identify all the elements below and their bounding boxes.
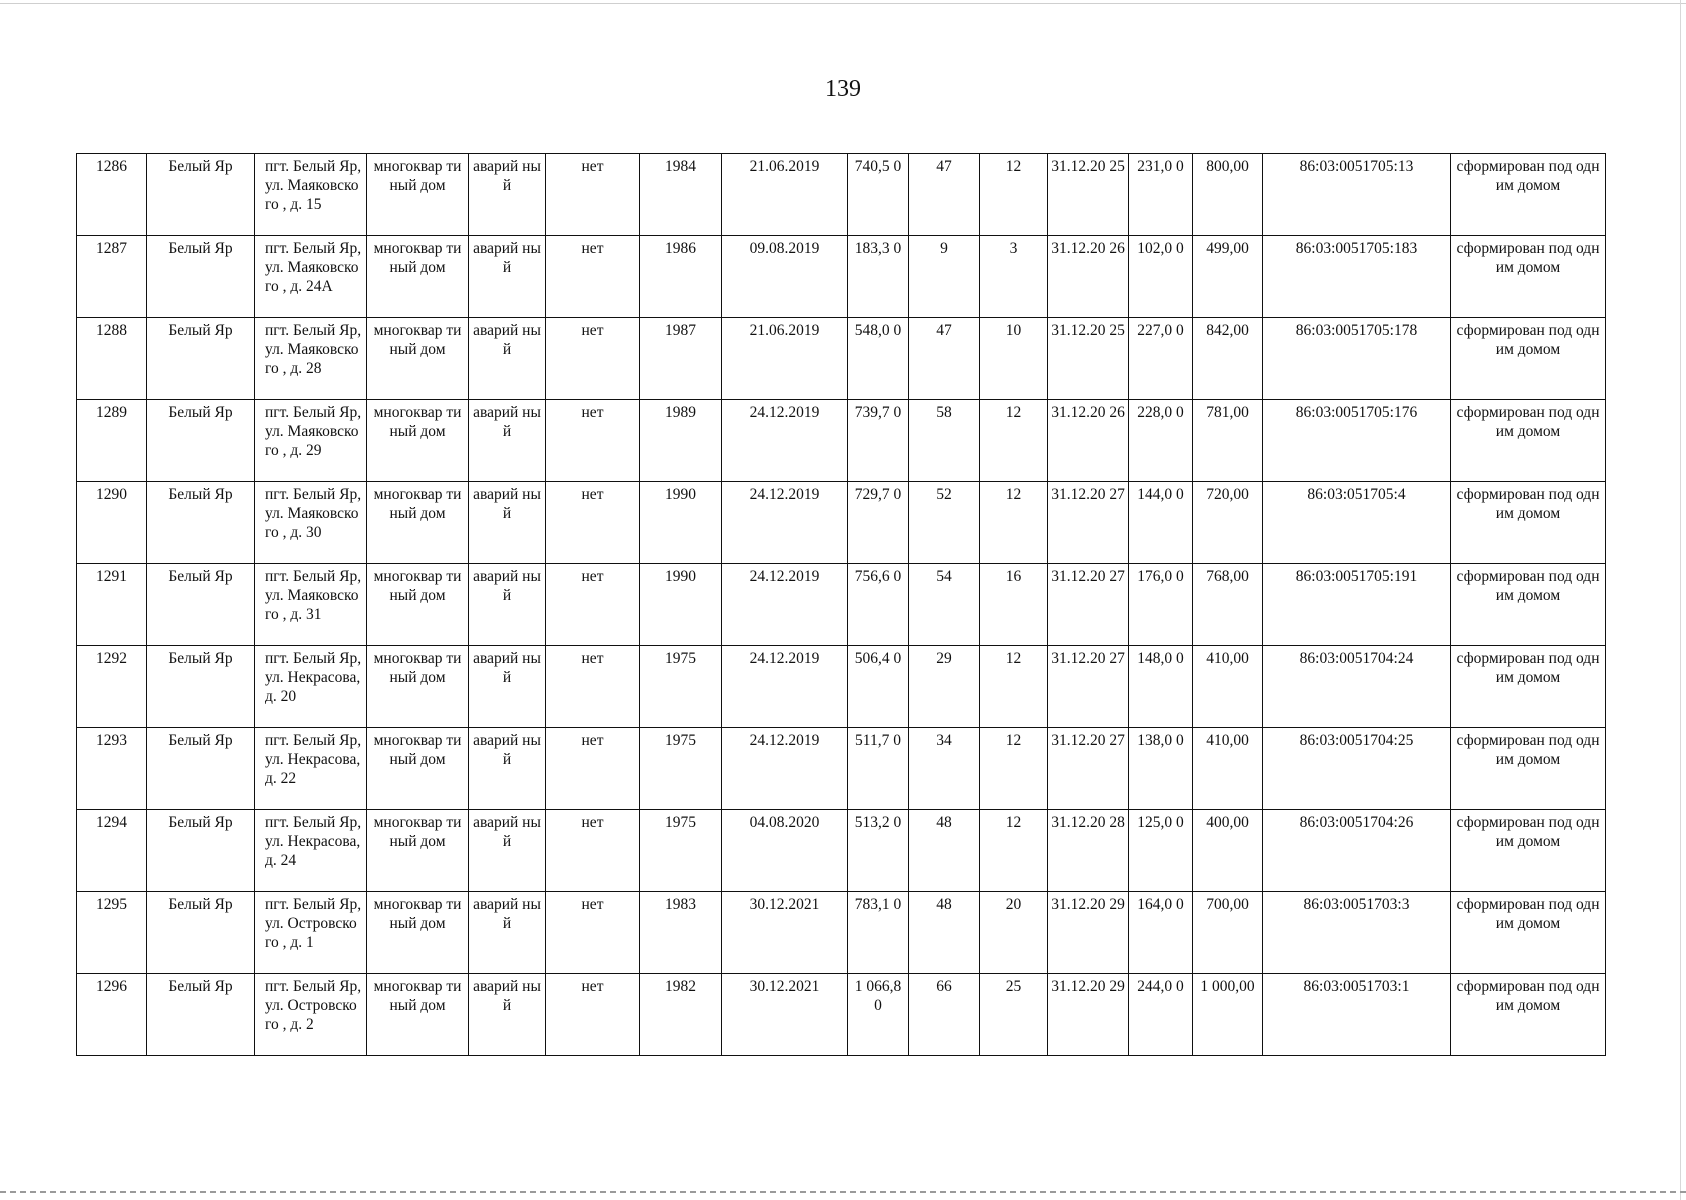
address-cell: пгт. Белый Яр, ул. Маяковского , д. 28 — [255, 318, 367, 400]
address-cell: пгт. Белый Яр, ул. Некрасова, д. 24 — [255, 810, 367, 892]
cadastral-number-cell: 86:03:0051705:183 — [1263, 236, 1451, 318]
value-1-cell: 227,0 0 — [1129, 318, 1193, 400]
cadastral-number-cell: 86:03:0051703:3 — [1263, 892, 1451, 974]
table-row — [77, 318, 1606, 400]
count-2-cell: 3 — [980, 236, 1048, 318]
land-status-cell: сформирован под одним домом — [1451, 646, 1606, 728]
flag-cell: нет — [546, 154, 640, 236]
cadastral-number-cell: 86:03:051705:4 — [1263, 482, 1451, 564]
land-status-cell: сформирован под одним домом — [1451, 974, 1606, 1056]
address-cell: пгт. Белый Яр, ул. Островского , д. 2 — [255, 974, 367, 1056]
recognition-date-cell: 09.08.2019 — [722, 236, 848, 318]
count-1-cell: 52 — [909, 482, 980, 564]
flag-cell: нет — [546, 974, 640, 1056]
count-2-cell: 12 — [980, 646, 1048, 728]
value-2-cell: 410,00 — [1193, 728, 1263, 810]
deadline-cell: 31.12.20 25 — [1048, 154, 1129, 236]
table-row — [77, 728, 1606, 810]
year-built-cell: 1983 — [640, 892, 722, 974]
land-status-cell: сформирован под одним домом — [1451, 482, 1606, 564]
year-built-cell: 1975 — [640, 810, 722, 892]
cadastral-number-cell: 86:03:0051705:176 — [1263, 400, 1451, 482]
value-2-cell: 700,00 — [1193, 892, 1263, 974]
count-1-cell: 9 — [909, 236, 980, 318]
record-number-cell: 1294 — [77, 810, 147, 892]
count-2-cell: 12 — [980, 482, 1048, 564]
flag-cell: нет — [546, 646, 640, 728]
condition-cell: аварий ный — [469, 892, 546, 974]
recognition-date-cell: 24.12.2019 — [722, 400, 848, 482]
count-2-cell: 12 — [980, 728, 1048, 810]
condition-cell: аварий ный — [469, 482, 546, 564]
value-2-cell: 400,00 — [1193, 810, 1263, 892]
cadastral-number-cell: 86:03:0051705:13 — [1263, 154, 1451, 236]
table-row — [77, 400, 1606, 482]
count-2-cell: 25 — [980, 974, 1048, 1056]
settlement-cell: Белый Яр — [147, 974, 255, 1056]
deadline-cell: 31.12.20 27 — [1048, 564, 1129, 646]
value-2-cell: 410,00 — [1193, 646, 1263, 728]
table-body — [77, 154, 1606, 1056]
record-number-cell: 1293 — [77, 728, 147, 810]
area-cell: 1 066,8 0 — [848, 974, 909, 1056]
condition-cell: аварий ный — [469, 974, 546, 1056]
scan-edge-bottom — [0, 1191, 1686, 1193]
address-cell: пгт. Белый Яр, ул. Островского , д. 1 — [255, 892, 367, 974]
scan-edge-right — [1680, 0, 1681, 1200]
settlement-cell: Белый Яр — [147, 564, 255, 646]
settlement-cell: Белый Яр — [147, 646, 255, 728]
address-cell: пгт. Белый Яр, ул. Маяковского , д. 24А — [255, 236, 367, 318]
value-2-cell: 781,00 — [1193, 400, 1263, 482]
value-1-cell: 176,0 0 — [1129, 564, 1193, 646]
scan-edge-top — [0, 3, 1686, 4]
building-type-cell: многоквар тиный дом — [367, 646, 469, 728]
value-1-cell: 164,0 0 — [1129, 892, 1193, 974]
settlement-cell: Белый Яр — [147, 728, 255, 810]
recognition-date-cell: 30.12.2021 — [722, 892, 848, 974]
settlement-cell: Белый Яр — [147, 236, 255, 318]
count-1-cell: 29 — [909, 646, 980, 728]
cadastral-number-cell: 86:03:0051704:26 — [1263, 810, 1451, 892]
count-1-cell: 66 — [909, 974, 980, 1056]
land-status-cell: сформирован под одним домом — [1451, 728, 1606, 810]
count-2-cell: 12 — [980, 154, 1048, 236]
building-type-cell: многоквар тиный дом — [367, 236, 469, 318]
condition-cell: аварий ный — [469, 728, 546, 810]
record-number-cell: 1286 — [77, 154, 147, 236]
land-status-cell: сформирован под одним домом — [1451, 318, 1606, 400]
value-2-cell: 499,00 — [1193, 236, 1263, 318]
table-row — [77, 154, 1606, 236]
count-2-cell: 12 — [980, 810, 1048, 892]
count-1-cell: 47 — [909, 318, 980, 400]
year-built-cell: 1986 — [640, 236, 722, 318]
table-row — [77, 646, 1606, 728]
count-1-cell: 48 — [909, 892, 980, 974]
land-status-cell: сформирован под одним домом — [1451, 810, 1606, 892]
value-2-cell: 768,00 — [1193, 564, 1263, 646]
deadline-cell: 31.12.20 29 — [1048, 892, 1129, 974]
cadastral-number-cell: 86:03:0051705:191 — [1263, 564, 1451, 646]
value-2-cell: 800,00 — [1193, 154, 1263, 236]
building-type-cell: многоквар тиный дом — [367, 810, 469, 892]
building-type-cell: многоквар тиный дом — [367, 892, 469, 974]
area-cell: 783,1 0 — [848, 892, 909, 974]
address-cell: пгт. Белый Яр, ул. Маяковского , д. 30 — [255, 482, 367, 564]
condition-cell: аварий ный — [469, 236, 546, 318]
year-built-cell: 1990 — [640, 482, 722, 564]
address-cell: пгт. Белый Яр, ул. Маяковского , д. 31 — [255, 564, 367, 646]
area-cell: 513,2 0 — [848, 810, 909, 892]
table-row — [77, 892, 1606, 974]
flag-cell: нет — [546, 400, 640, 482]
page-number: 139 — [825, 76, 861, 102]
area-cell: 506,4 0 — [848, 646, 909, 728]
deadline-cell: 31.12.20 29 — [1048, 974, 1129, 1056]
condition-cell: аварий ный — [469, 318, 546, 400]
cadastral-number-cell: 86:03:0051704:24 — [1263, 646, 1451, 728]
count-2-cell: 12 — [980, 400, 1048, 482]
flag-cell: нет — [546, 482, 640, 564]
count-1-cell: 58 — [909, 400, 980, 482]
count-1-cell: 54 — [909, 564, 980, 646]
count-1-cell: 48 — [909, 810, 980, 892]
deadline-cell: 31.12.20 25 — [1048, 318, 1129, 400]
flag-cell: нет — [546, 318, 640, 400]
year-built-cell: 1987 — [640, 318, 722, 400]
settlement-cell: Белый Яр — [147, 482, 255, 564]
value-2-cell: 842,00 — [1193, 318, 1263, 400]
count-2-cell: 16 — [980, 564, 1048, 646]
flag-cell: нет — [546, 236, 640, 318]
address-cell: пгт. Белый Яр, ул. Некрасова, д. 22 — [255, 728, 367, 810]
deadline-cell: 31.12.20 27 — [1048, 728, 1129, 810]
cadastral-number-cell: 86:03:0051705:178 — [1263, 318, 1451, 400]
value-1-cell: 231,0 0 — [1129, 154, 1193, 236]
year-built-cell: 1990 — [640, 564, 722, 646]
count-1-cell: 34 — [909, 728, 980, 810]
area-cell: 183,3 0 — [848, 236, 909, 318]
building-type-cell: многоквар тиный дом — [367, 974, 469, 1056]
value-1-cell: 125,0 0 — [1129, 810, 1193, 892]
area-cell: 548,0 0 — [848, 318, 909, 400]
recognition-date-cell: 30.12.2021 — [722, 974, 848, 1056]
building-type-cell: многоквар тиный дом — [367, 564, 469, 646]
building-type-cell: многоквар тиный дом — [367, 318, 469, 400]
building-type-cell: многоквар тиный дом — [367, 482, 469, 564]
land-status-cell: сформирован под одним домом — [1451, 892, 1606, 974]
address-cell: пгт. Белый Яр, ул. Маяковского , д. 29 — [255, 400, 367, 482]
settlement-cell: Белый Яр — [147, 318, 255, 400]
table-row — [77, 482, 1606, 564]
condition-cell: аварий ный — [469, 154, 546, 236]
value-1-cell: 228,0 0 — [1129, 400, 1193, 482]
record-number-cell: 1291 — [77, 564, 147, 646]
deadline-cell: 31.12.20 26 — [1048, 236, 1129, 318]
land-status-cell: сформирован под одним домом — [1451, 564, 1606, 646]
value-2-cell: 720,00 — [1193, 482, 1263, 564]
year-built-cell: 1982 — [640, 974, 722, 1056]
deadline-cell: 31.12.20 26 — [1048, 400, 1129, 482]
land-status-cell: сформирован под одним домом — [1451, 154, 1606, 236]
settlement-cell: Белый Яр — [147, 400, 255, 482]
area-cell: 740,5 0 — [848, 154, 909, 236]
condition-cell: аварий ный — [469, 646, 546, 728]
land-status-cell: сформирован под одним домом — [1451, 400, 1606, 482]
value-2-cell: 1 000,00 — [1193, 974, 1263, 1056]
settlement-cell: Белый Яр — [147, 810, 255, 892]
cadastral-number-cell: 86:03:0051704:25 — [1263, 728, 1451, 810]
condition-cell: аварий ный — [469, 400, 546, 482]
recognition-date-cell: 21.06.2019 — [722, 318, 848, 400]
condition-cell: аварий ный — [469, 810, 546, 892]
value-1-cell: 102,0 0 — [1129, 236, 1193, 318]
housing-registry-table — [76, 153, 1606, 1056]
recognition-date-cell: 24.12.2019 — [722, 482, 848, 564]
table-row — [77, 236, 1606, 318]
deadline-cell: 31.12.20 27 — [1048, 646, 1129, 728]
flag-cell: нет — [546, 892, 640, 974]
land-status-cell: сформирован под одним домом — [1451, 236, 1606, 318]
recognition-date-cell: 24.12.2019 — [722, 728, 848, 810]
recognition-date-cell: 24.12.2019 — [722, 646, 848, 728]
recognition-date-cell: 04.08.2020 — [722, 810, 848, 892]
year-built-cell: 1984 — [640, 154, 722, 236]
year-built-cell: 1975 — [640, 728, 722, 810]
value-1-cell: 148,0 0 — [1129, 646, 1193, 728]
record-number-cell: 1292 — [77, 646, 147, 728]
flag-cell: нет — [546, 810, 640, 892]
area-cell: 729,7 0 — [848, 482, 909, 564]
deadline-cell: 31.12.20 28 — [1048, 810, 1129, 892]
flag-cell: нет — [546, 564, 640, 646]
cadastral-number-cell: 86:03:0051703:1 — [1263, 974, 1451, 1056]
record-number-cell: 1288 — [77, 318, 147, 400]
settlement-cell: Белый Яр — [147, 154, 255, 236]
record-number-cell: 1287 — [77, 236, 147, 318]
settlement-cell: Белый Яр — [147, 892, 255, 974]
count-1-cell: 47 — [909, 154, 980, 236]
value-1-cell: 144,0 0 — [1129, 482, 1193, 564]
building-type-cell: многоквар тиный дом — [367, 154, 469, 236]
condition-cell: аварий ный — [469, 564, 546, 646]
count-2-cell: 20 — [980, 892, 1048, 974]
record-number-cell: 1289 — [77, 400, 147, 482]
record-number-cell: 1295 — [77, 892, 147, 974]
table-row — [77, 974, 1606, 1056]
deadline-cell: 31.12.20 27 — [1048, 482, 1129, 564]
value-1-cell: 244,0 0 — [1129, 974, 1193, 1056]
value-1-cell: 138,0 0 — [1129, 728, 1193, 810]
record-number-cell: 1296 — [77, 974, 147, 1056]
table-row — [77, 810, 1606, 892]
year-built-cell: 1989 — [640, 400, 722, 482]
table-row — [77, 564, 1606, 646]
count-2-cell: 10 — [980, 318, 1048, 400]
flag-cell: нет — [546, 728, 640, 810]
building-type-cell: многоквар тиный дом — [367, 728, 469, 810]
recognition-date-cell: 24.12.2019 — [722, 564, 848, 646]
year-built-cell: 1975 — [640, 646, 722, 728]
area-cell: 739,7 0 — [848, 400, 909, 482]
recognition-date-cell: 21.06.2019 — [722, 154, 848, 236]
record-number-cell: 1290 — [77, 482, 147, 564]
area-cell: 511,7 0 — [848, 728, 909, 810]
address-cell: пгт. Белый Яр, ул. Некрасова, д. 20 — [255, 646, 367, 728]
building-type-cell: многоквар тиный дом — [367, 400, 469, 482]
address-cell: пгт. Белый Яр, ул. Маяковского , д. 15 — [255, 154, 367, 236]
area-cell: 756,6 0 — [848, 564, 909, 646]
